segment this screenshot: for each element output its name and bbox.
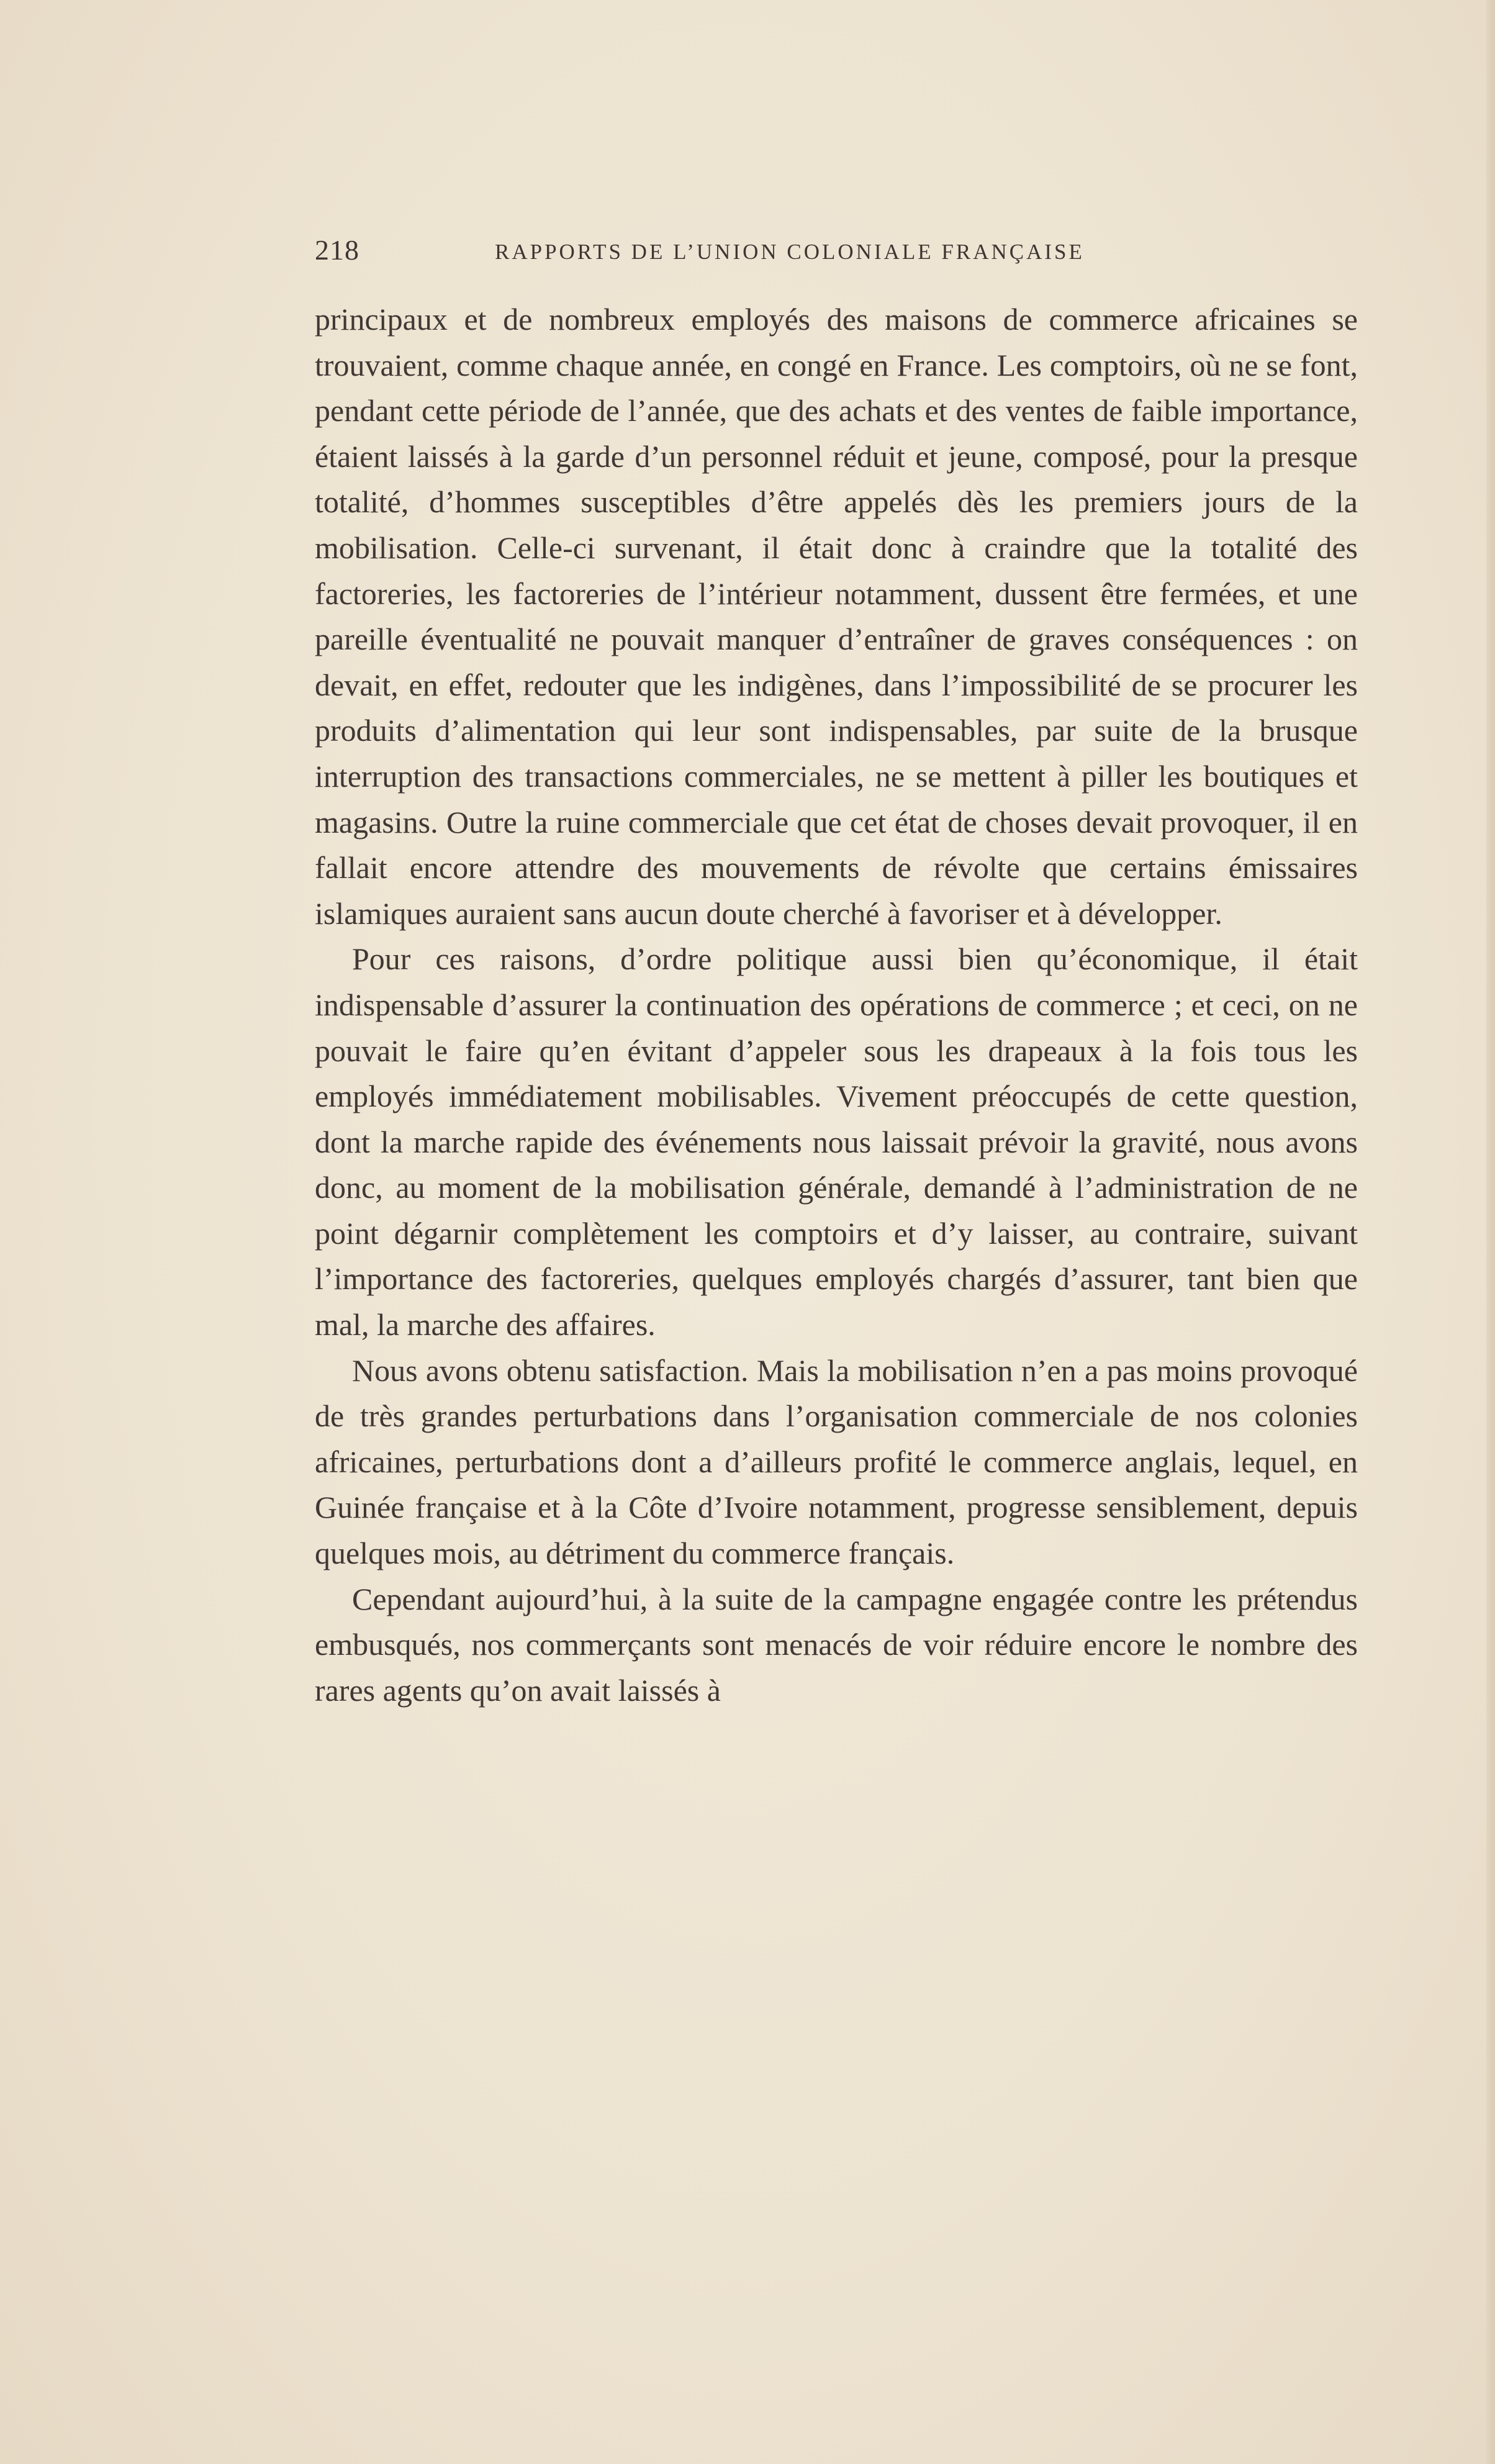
page-edge: [1486, 0, 1495, 2464]
paragraph-1: principaux et de nombreux employés des maisons de commerce africaines se trouvaient, comme chaque année, en congé en France. Les comptoirs, où ne se font, pendant cette période de l’année, que des achats et des ventes de faible importance, étaient laissés à la garde d’un personnel réduit et jeune, composé, pour la presque totalité, d’hommes susceptibles d’être appelés dès les premiers jours de la mobilisation. Celle-ci survenant, il était donc à craindre que la totalité des factoreries, les factoreries de l’intérieur notamment, dussent être fermées, et une pareille éventualité ne pouvait manquer d’entraîner de graves conséquences : on devait, en effet, redouter que les indigènes, dans l’impossibilité de se procurer les produits d’alimentation qui leur sont indispensables, par suite de la brusque interruption des transactions commerciales, ne se mettent à piller les boutiques et magasins. Outre la ruine commerciale que cet état de choses devait provoquer, il en fallait encore attendre des mouvements de révolte que certains émissaires islamiques auraient sans aucun doute cherché à favoriser et à développer.: [315, 302, 1358, 931]
page-number: 218: [315, 234, 359, 266]
paragraph-4: Cependant aujourd’hui, à la suite de la campagne engagée contre les prétendus embusqués, nos commerçants sont menacés de voir réduire encore le nombre des rares agents qu’on avait laissés à: [315, 1581, 1358, 1708]
running-head: [315, 233, 1234, 271]
paragraph-3: Nous avons obtenu satisfaction. Mais la mobilisation n’en a pas moins provoqué de très grandes perturbations dans l’organisation commerciale de nos colonies africaines, perturbations dont a d’ailleurs profité le commerce anglais, lequel, en Guinée française et à la Côte d’Ivoire notamment, progresse sensiblement, depuis quelques mois, au détriment du commerce français.: [315, 1352, 1358, 1571]
body-text: [315, 297, 1358, 1713]
paragraph-2: Pour ces raisons, d’ordre politique aussi bien qu’économique, il était indispensable d’assurer la continuation des opérations de commerce ; et ceci, on ne pouvait le faire qu’en évitant d’appeler sous les drapeaux à la fois tous les employés immédiatement mobilisables. Vivement préoccupés de cette question, dont la marche rapide des événements nous laissait prévoir la gravité, nous avons donc, au moment de la mobilisation générale, demandé à l’administration de ne point dégarnir complètement les comptoirs et d’y laisser, au contraire, suivant l’importance des factoreries, quelques employés chargés d’assurer, tant bien que mal, la marche des affaires.: [315, 941, 1358, 1343]
running-title: RAPPORTS DE L’UNION COLONIALE FRANÇAISE: [495, 240, 1085, 264]
